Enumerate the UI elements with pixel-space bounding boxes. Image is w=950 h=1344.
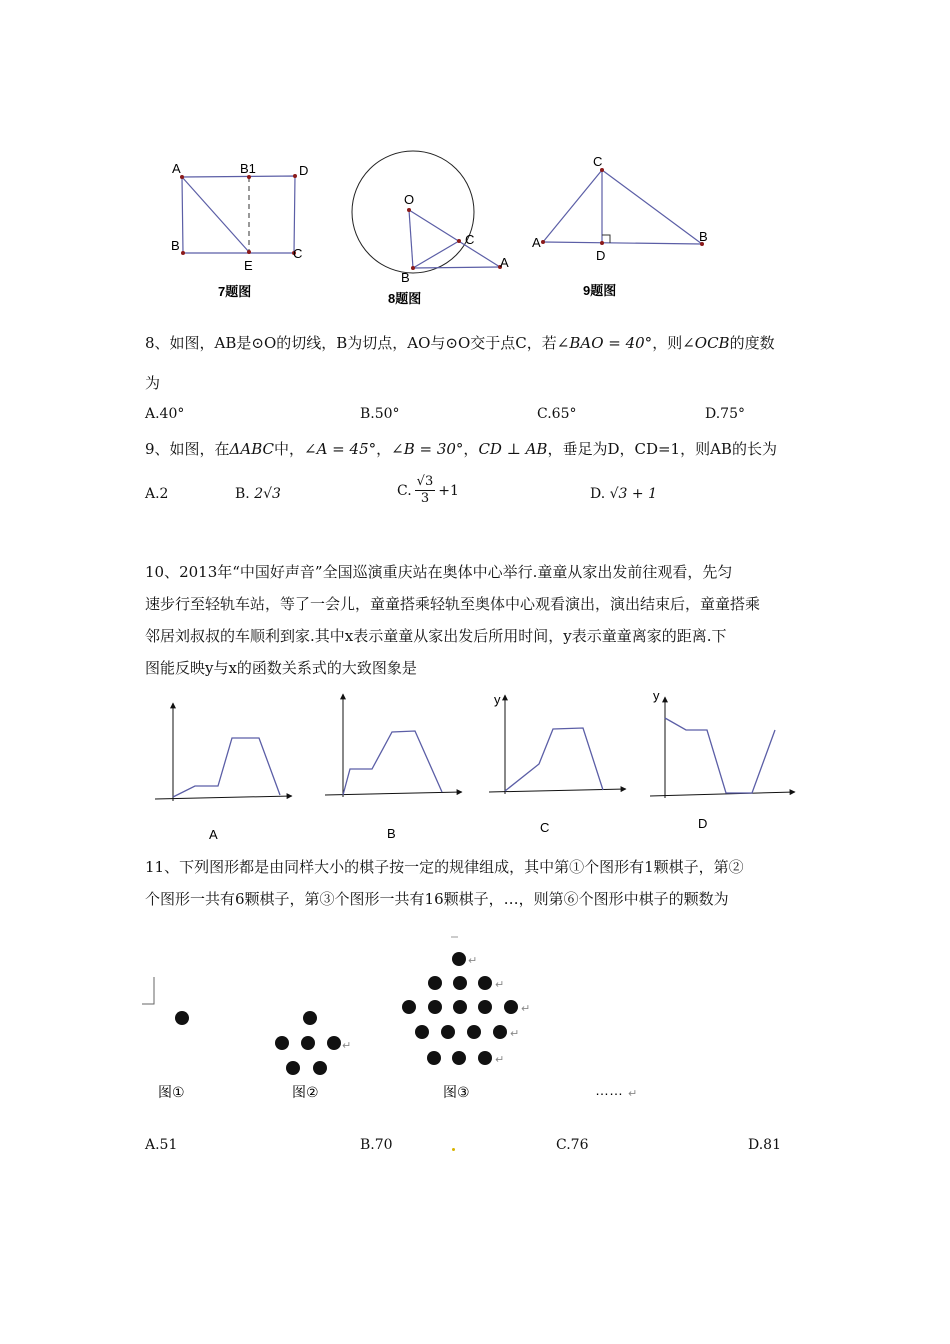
fig3-label: 图③ bbox=[443, 1084, 470, 1100]
label-B: B bbox=[171, 238, 180, 253]
figure-7 bbox=[160, 150, 320, 310]
graph-d bbox=[650, 688, 795, 831]
graph-d-y-label: y bbox=[653, 688, 660, 703]
label-D: D bbox=[299, 163, 309, 178]
graph-c-y-label: y bbox=[494, 692, 501, 707]
fig9-caption: 9题图 bbox=[583, 283, 617, 298]
fig7-caption: 7题图 bbox=[218, 284, 252, 299]
svg-text:↵: ↵ bbox=[510, 1028, 520, 1040]
svg-text:↵: ↵ bbox=[495, 1054, 505, 1066]
question-10-line3: 邻居刘叔叔的车顺利到家.其中x表示童童从家出发后所用时间，y表示童童离家的距离.下 bbox=[145, 627, 727, 645]
q9-option-c: C. √3 3 +1 bbox=[397, 474, 459, 506]
label-A: A bbox=[172, 161, 181, 176]
svg-text:↵: ↵ bbox=[468, 955, 478, 967]
stray-dot bbox=[452, 1148, 455, 1151]
label-C: C bbox=[593, 154, 603, 169]
graph-b bbox=[325, 694, 462, 841]
label-E: E bbox=[244, 258, 253, 273]
label-A: A bbox=[532, 235, 541, 250]
figure-8 bbox=[345, 145, 525, 315]
question-10-line1: 10、2013年“中国好声音”全国巡演重庆站在奥体中心举行.童童从家出发前往观看，先匀 bbox=[145, 563, 733, 581]
svg-text:↵: ↵ bbox=[628, 1088, 638, 1100]
graph-a-label: A bbox=[209, 827, 218, 842]
question-11-line2: 个图形一共有6颗棋子，第③个图形一共有16颗棋子，…，则第⑥个图形中棋子的颗数为 bbox=[145, 890, 729, 908]
fig2-label: 图② bbox=[292, 1084, 319, 1100]
graph-c bbox=[489, 692, 626, 835]
q11-option-c: C.76 bbox=[556, 1137, 589, 1153]
ellipsis: …… bbox=[595, 1082, 623, 1098]
graph-d-label: D bbox=[698, 816, 708, 831]
angle-ocb: ∠OCB bbox=[682, 334, 730, 352]
chess-pattern bbox=[140, 925, 660, 1110]
fig1-label: 图① bbox=[158, 1084, 185, 1100]
question-8: 8、如图，AB是⊙O的切线，B为切点，AO与⊙O交于点C，若∠BAO = 40°，则∠OCB的度数 bbox=[145, 334, 775, 352]
q11-option-a: A.51 bbox=[145, 1137, 178, 1153]
q9-option-d: D. √3 + 1 bbox=[590, 486, 658, 502]
graph-options bbox=[140, 685, 820, 845]
q11-option-b: B.70 bbox=[360, 1137, 393, 1153]
question-10-line2: 速步行至轻轨车站，等了一会儿，童童搭乘轻轨至奥体中心观看演出，演出结束后，童童搭乘 bbox=[145, 595, 761, 613]
question-8-line2: 为 bbox=[145, 374, 161, 392]
graph-c-label: C bbox=[540, 820, 550, 835]
angle-bao: ∠BAO = 40° bbox=[556, 334, 653, 352]
graph-b-label: B bbox=[387, 826, 396, 841]
graph-a bbox=[155, 703, 292, 842]
label-D: D bbox=[596, 248, 606, 263]
svg-text:↵: ↵ bbox=[495, 979, 505, 991]
svg-text:↵: ↵ bbox=[521, 1003, 531, 1015]
svg-text:↵: ↵ bbox=[342, 1040, 352, 1052]
label-B: B bbox=[699, 229, 708, 244]
q8-option-b: B.50° bbox=[360, 406, 400, 422]
label-B: B bbox=[401, 270, 410, 285]
q9-option-a: A.2 bbox=[145, 486, 169, 502]
label-C: C bbox=[293, 246, 303, 261]
label-B1: B1 bbox=[240, 161, 256, 176]
q11-option-d: D.81 bbox=[748, 1137, 781, 1153]
fig8-caption: 8题图 bbox=[388, 291, 422, 306]
question-11-line1: 11、下列图形都是由同样大小的棋子按一定的规律组成，其中第①个图形有1颗棋子，第② bbox=[145, 858, 744, 876]
figure-9 bbox=[525, 150, 725, 310]
question-10-line4: 图能反映y与x的函数关系式的大致图象是 bbox=[145, 659, 417, 677]
question-9: 9、如图，在ΔABC中，∠A = 45°，∠B = 30°，CD ⊥ AB，垂足为D，CD=1，则AB的长为 bbox=[145, 440, 777, 458]
q8-option-a: A.40° bbox=[145, 406, 185, 422]
q8-option-d: D.75° bbox=[705, 406, 745, 422]
q9-option-b: B. 2√3 bbox=[235, 486, 281, 502]
q8-option-c: C.65° bbox=[537, 406, 577, 422]
label-O: O bbox=[404, 192, 415, 207]
label-A: A bbox=[500, 255, 509, 270]
label-C: C bbox=[465, 232, 475, 247]
